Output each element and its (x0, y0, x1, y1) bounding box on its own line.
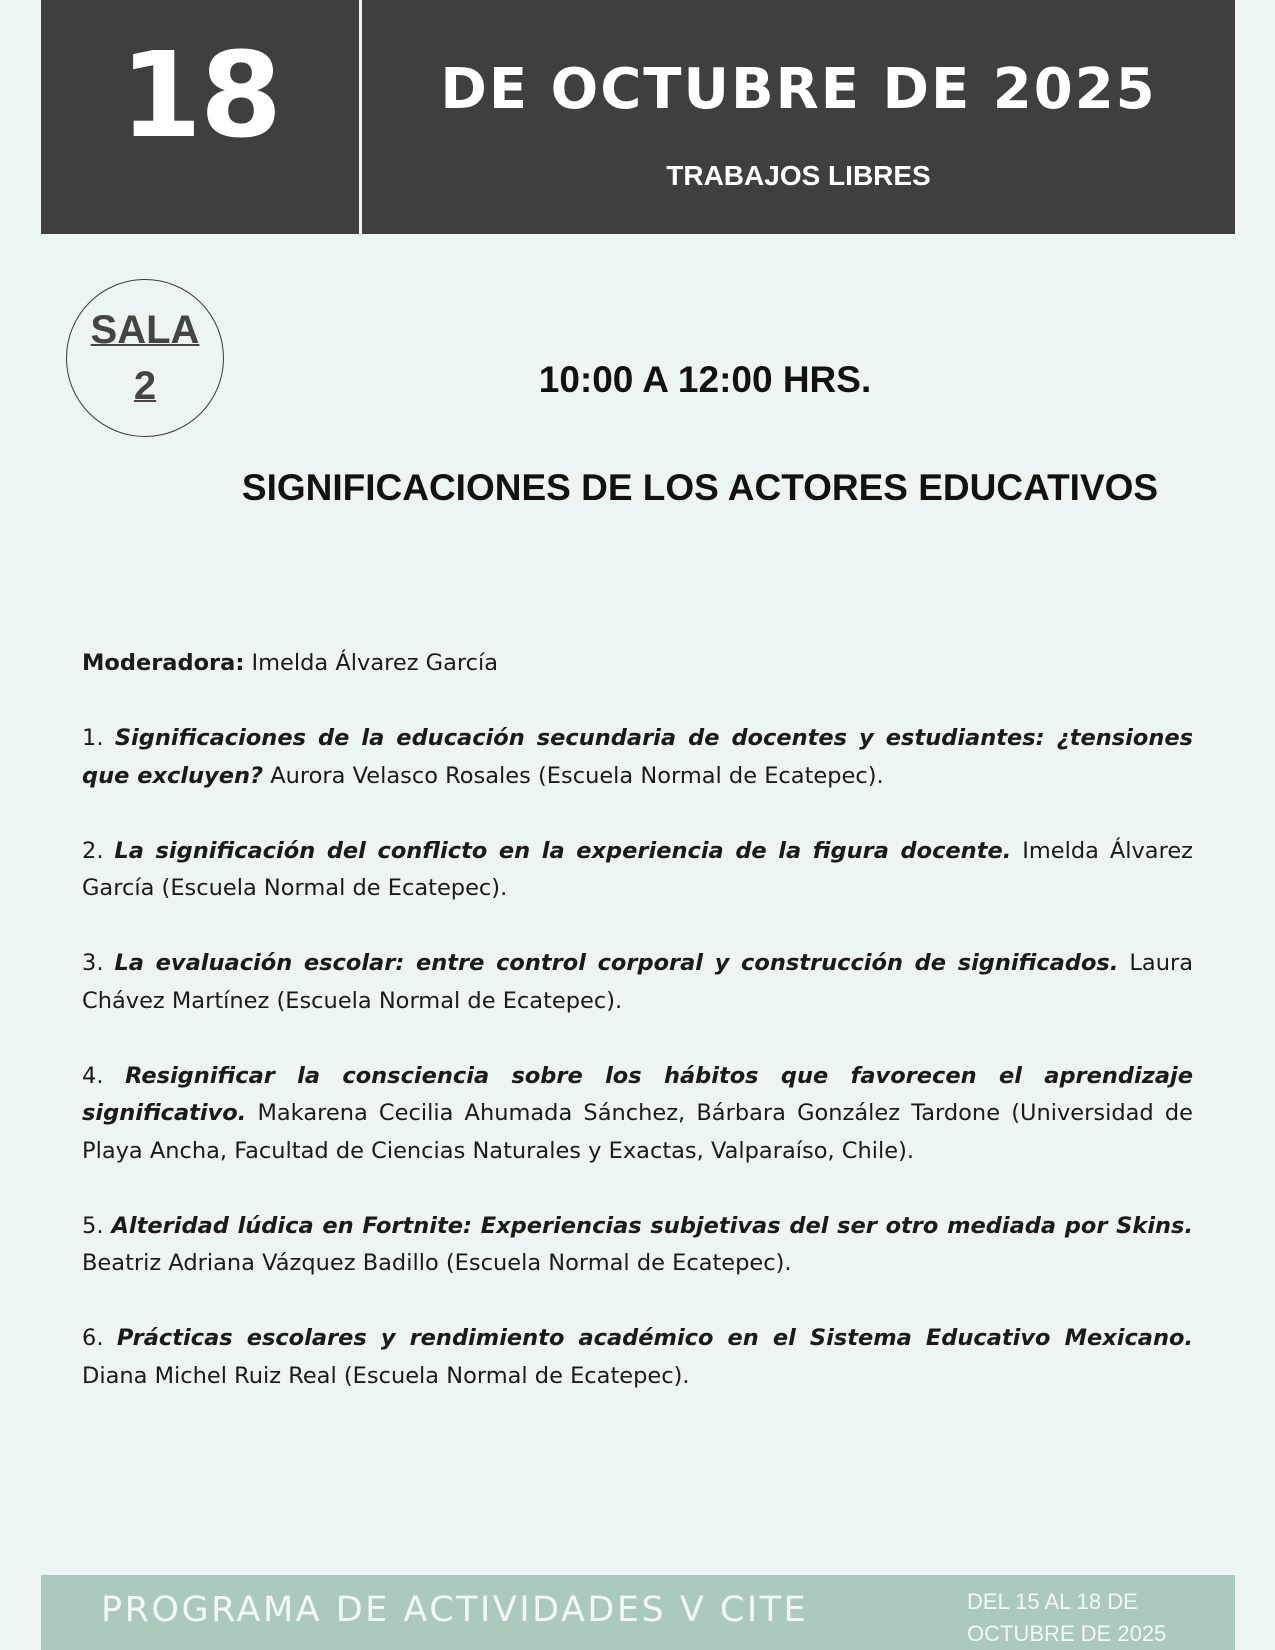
program-title: PROGRAMA DE ACTIVIDADES V CITE (101, 1590, 809, 1630)
paper-number: 3. (82, 950, 115, 976)
paper-authors: Makarena Cecilia Ahumada Sánchez, Bárbara González Tardone (Universidad de Playa Ancha, Facultad de Ciencias Naturales y Exactas, Valparaíso, Chile). (82, 1100, 1193, 1164)
paper-title: Significaciones de la educación secundaria de docentes y estudiantes: ¿tensiones que excluyen? (82, 725, 1193, 789)
paper-number: 5. (82, 1212, 112, 1239)
moderator-line (82, 645, 1193, 683)
session-topic: SIGNIFICACIONES DE LOS ACTORES EDUCATIVOS (241, 467, 1159, 508)
day-number: 18 (119, 26, 281, 164)
paper-title: Alteridad lúdica en Fortnite: Experiencias subjetivas del ser otro mediada por Skins. (111, 1212, 1193, 1239)
paper-item (82, 1320, 1193, 1395)
room-label: SALA (90, 308, 200, 352)
header-banner (41, 0, 1235, 234)
paper-authors: Laura Chávez Martínez (Escuela Normal de Ecatepec). (82, 950, 1193, 1014)
paper-number: 2. (82, 837, 115, 864)
paper-item (82, 720, 1193, 795)
paper-authors: Beatriz Adriana Vázquez Badillo (Escuela Normal de Ecatepec). (82, 1250, 792, 1276)
paper-number: 6. (82, 1325, 117, 1351)
event-dates (967, 1586, 1197, 1650)
date-title: DE OCTUBRE DE 2025 (440, 57, 1157, 122)
room-number: 2 (133, 364, 157, 408)
room-badge (66, 279, 224, 437)
section-label: TRABAJOS LIBRES (666, 160, 931, 191)
event-dates-line2: OCTUBRE DE 2025 (967, 1621, 1167, 1646)
paper-title: Prácticas escolares y rendimiento académico en el Sistema Educativo Mexicano. (116, 1325, 1193, 1351)
paper-title: Resignificar la consciencia sobre los hábitos que favorecen el aprendizaje significativo. (82, 1062, 1193, 1126)
paper-item (82, 1058, 1193, 1171)
paper-title: La significación del conflicto en la experiencia de la figura docente. (114, 837, 1012, 864)
paper-number: 1. (82, 725, 115, 751)
paper-item (82, 1208, 1193, 1283)
session-time: 10:00 A 12:00 HRS. (538, 359, 872, 400)
event-dates-line1: DEL 15 AL 18 DE (967, 1589, 1138, 1614)
paper-authors: Diana Michel Ruiz Real (Escuela Normal de Ecatepec). (82, 1362, 690, 1389)
footer-banner (41, 1575, 1235, 1650)
paper-item (82, 945, 1193, 1020)
program-content (82, 645, 1193, 1433)
paper-authors: Imelda Álvarez García (Escuela Normal de Ecatepec). (82, 837, 1193, 901)
moderator-label: Moderadora: (82, 650, 245, 676)
paper-item (82, 833, 1193, 908)
paper-authors: Aurora Velasco Rosales (Escuela Normal de Ecatepec). (263, 762, 884, 789)
paper-number: 4. (82, 1062, 126, 1089)
paper-title: La evaluación escolar: entre control corporal y construcción de significados. (114, 950, 1119, 976)
moderator-name: Imelda Álvarez García (244, 650, 499, 676)
